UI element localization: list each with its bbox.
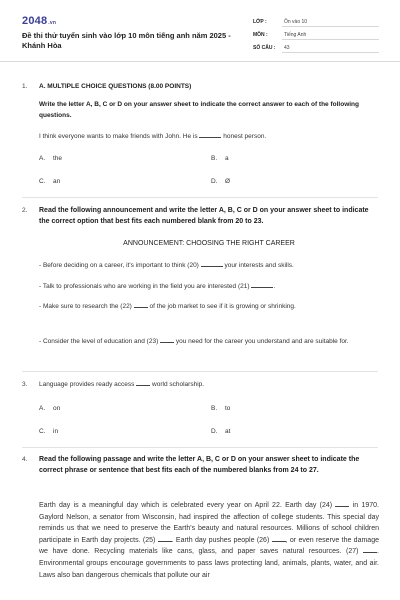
option-letter: A. [39,405,46,412]
option-a[interactable] [39,155,62,162]
question-number: 4. [22,456,28,463]
meta-subject-value: Tiếng Anh [284,32,307,38]
meta-count-value: 43 [284,45,290,51]
meta-class-value: Ôn vào 10 [284,19,308,25]
option-text: on [53,405,61,412]
option-d[interactable] [211,178,230,185]
question-instruction: Read the following passage and write the letter A, B, C or D on your answer sheet to indicate the correct phrase or sentence that best fits each of the numbered blanks from 24 to 27. [39,456,360,474]
announcement-line [39,260,379,271]
stem-text: honest person. [223,133,267,140]
option-text: a [225,155,229,162]
question-instruction: Write the letter A, B, C or D on your answer sheet to indicate the correct answer to each of the following questions. [39,101,359,119]
announcement-title: ANNOUNCEMENT: CHOOSING THE RIGHT CAREER [123,240,295,247]
passage [39,500,379,581]
question-divider [22,447,378,448]
announcement-line [39,301,379,312]
stem-text: world scholarship. [152,381,205,388]
document-title: Đề thi thử tuyển sinh vào lớp 10 môn tiếng anh năm 2025 - Khánh Hòa [22,31,231,50]
answer-blank [272,536,286,542]
option-text: at [225,428,231,435]
question-number: 1. [22,83,28,90]
meta-underline [282,39,379,40]
answer-blank [158,536,172,542]
meta-subject [253,30,383,40]
option-text: Ø [225,178,231,185]
question-number: 2. [22,207,28,214]
option-b[interactable] [211,405,230,412]
option-c[interactable] [39,178,60,185]
option-b[interactable] [211,155,229,162]
question-stem [39,379,379,390]
option-c[interactable] [39,428,58,435]
meta-class [253,17,383,27]
answer-blank [201,261,223,267]
line-text: - Talk to professionals who are working in the field you are interested (21) [39,283,250,290]
answer-blank [160,337,174,343]
option-text: in [53,428,59,435]
option-letter: B. [211,405,218,412]
passage-text: in 1970. Gaylord Nelson, a senator from Wisconsin, had inspired the affection of college students. This special day reminds us that we need to preserve the Earth's beauty and natural resources. Millions of school children participate in Earth day projects. (25) [39,502,379,544]
line-text: of the job market to see if it is growing or shrinking. [149,303,296,310]
option-letter: C. [39,178,46,185]
question-divider [22,371,378,372]
meta-underline [282,52,379,53]
question-instruction: Read the following announcement and write the letter A, B, C or D on your answer sheet to indicate the correct option that best fits each numbered blank from 20 to 23. [39,207,369,225]
option-text: an [53,178,61,185]
passage-text: , or even reserve the damage we have done. Recycling materials like cans, glass, and paper saves natural resources. (27) [39,536,379,556]
line-text: - Consider the level of education and (23) [39,338,159,345]
option-a[interactable] [39,405,60,412]
option-letter: D. [211,428,218,435]
meta-subject-label: MÔN : [253,32,268,38]
option-letter: C. [39,428,46,435]
option-letter: B. [211,155,218,162]
stem-text: Language provides ready access [39,381,135,388]
question-stem [39,131,379,142]
meta-count [253,43,383,53]
passage-text: . Environmental groups encourage governments to pass laws protecting land, animals, plants, water, and air. Laws also ban dangerous chemicals that pollute our air [39,548,379,579]
meta-class-label: LỚP : [253,19,267,25]
answer-blank [363,547,377,553]
option-letter: D. [211,178,218,185]
line-text: - Make sure to research the (22) [39,303,132,310]
option-text: the [53,155,63,162]
stem-text: I think everyone wants to make friends with John. He is [39,133,198,140]
logo-tld: .vn [48,20,57,26]
line-text: - Before deciding on a career, it's important to think (20) [39,262,199,269]
answer-blank [136,380,150,386]
answer-blank [251,282,276,290]
answer-blank [335,501,349,507]
document-header [0,0,400,62]
option-letter: A. [39,155,46,162]
passage-text: . Earth day pushes people (26) [171,536,270,544]
section-heading: A. MULTIPLE CHOICE QUESTIONS (8.00 POINTS) [39,83,192,90]
announcement-line [39,336,379,347]
line-text: you need for the career you understand and are suitable for. [175,338,349,345]
option-text: to [225,405,231,412]
answer-blank [199,132,221,138]
announcement-line [39,281,379,292]
option-d[interactable] [211,428,230,435]
meta-count-label: SỐ CÂU : [253,45,276,51]
question-number: 3. [22,381,28,388]
passage-text: Earth day is a meaningful day which is celebrated every year on April 22. Earth day (24) [39,502,333,509]
question-divider [22,197,378,198]
logo-text: 2048 [22,15,48,27]
line-text: . [273,283,276,290]
site-logo[interactable] [22,15,56,27]
line-text: your interests and skills. [224,262,294,269]
answer-blank [134,302,148,308]
meta-underline [282,26,379,27]
